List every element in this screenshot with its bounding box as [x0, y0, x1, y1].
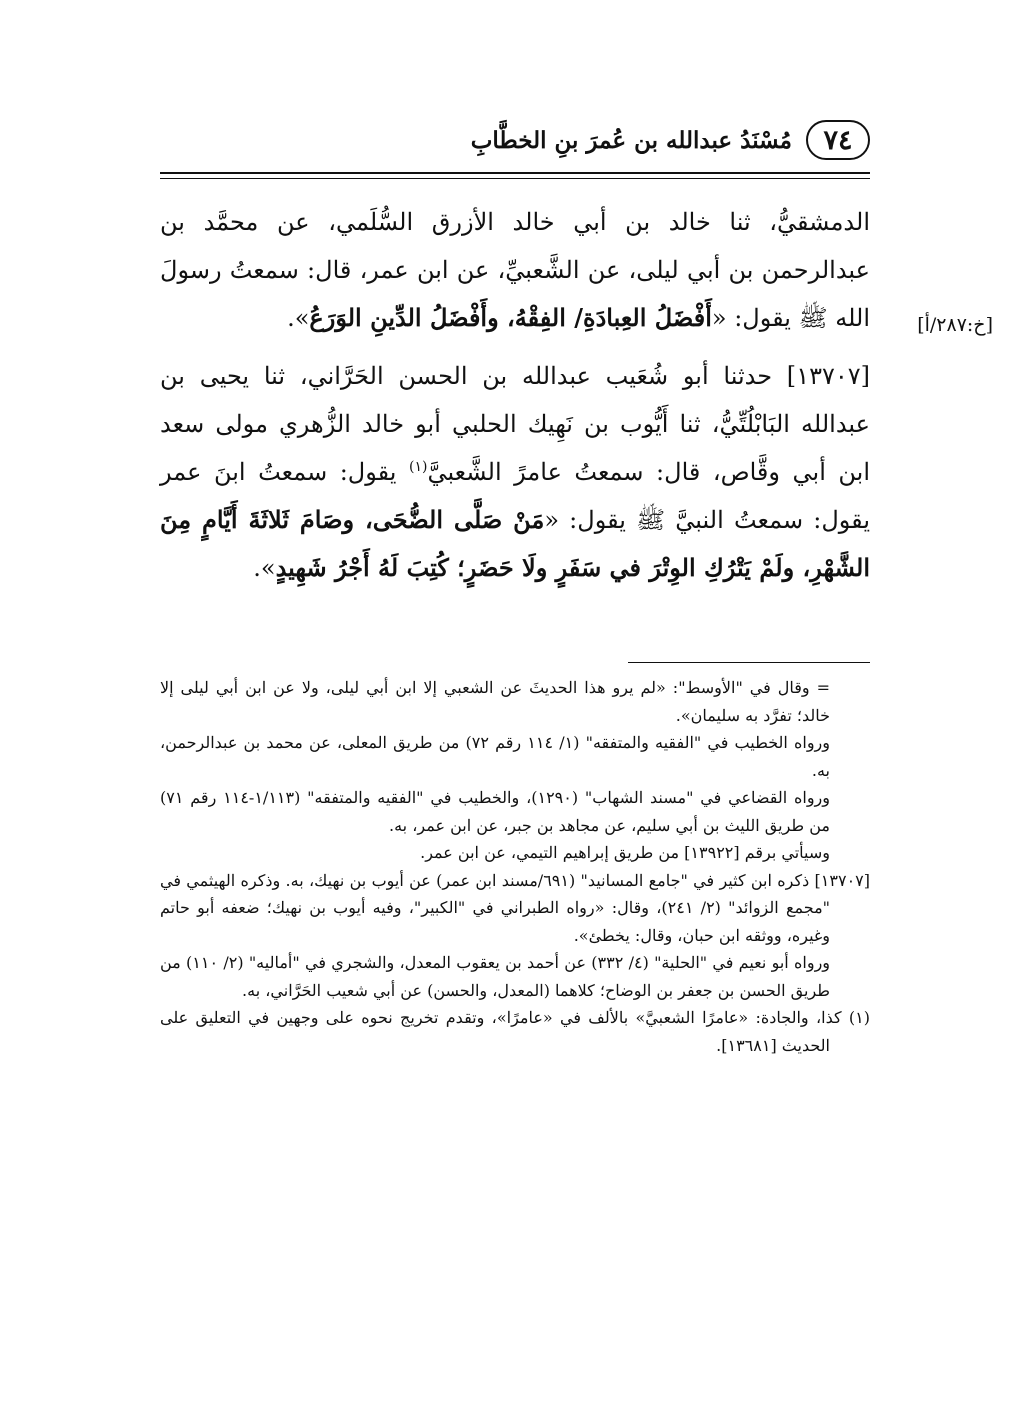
footnote-line: ورواه القضاعي في "مسند الشهاب" (١٢٩٠)، والخطيب في "الفقيه والمتفقه" (١/١١٣-١١٤ رقم ٧١) من طريق الليث بن أبي سليم، عن مجاهد بن جبر، عن ابن عمر، به.	[160, 788, 830, 835]
footnote-line: [١٣٧٠٧] ذكره ابن كثير في "جامع المسانيد" (٦٩١/مسند ابن عمر) عن أيوب بن نهيك، به. وذكره الهيثمي في "مجمع الزوائد" (٢/ ٢٤١)، وقال: «رواه الطبراني في "الكبير"، وفيه أيوب بن نهيك؛ ضعفه أبو حاتم وغيره، ووثقه ابن حبان، وقال: يخطئ».	[160, 870, 871, 945]
hadith-quote-2: مَنْ صَلَّى الضُّحَى، وصَامَ ثَلاثَةَ أَيَّامٍ مِنَ الشَّهْرِ، ولَمْ يَتْرُكِ الوِتْرَ في سَفَرٍ ولَا حَضَرٍ؛ كُتِبَ لَهُ أَجْرُ شَهِيدٍ	[160, 505, 870, 582]
footnote-line: = وقال في "الأوسط": «لم يرو هذا الحديثَ عن الشعبي إلا ابن أبي ليلى، ولا عن ابن أبي ليلى إلا خالد؛ تفرَّد به سليمان».	[160, 678, 830, 725]
margin-manuscript-note: [خ:٢٨٧/أ]	[917, 314, 993, 336]
footnote-line: (١) كذا، والجادة: «عامرًا الشعبيَّ» بالألف في «عامرًا»، وتقدم تخريج نحوه على وجهين في التعليق على الحديث [١٣٦٨١].	[160, 1008, 870, 1055]
page-number: ٧٤	[806, 120, 870, 160]
running-title: مُسْنَدُ عبدالله بن عُمرَ بنِ الخطَّابِ	[470, 126, 792, 154]
header-rule-thick	[160, 172, 870, 174]
footnote-separator	[628, 662, 870, 663]
footnote-line: ورواه أبو نعيم في "الحلية" (٤/ ٣٣٢) عن أحمد بن يعقوب المعدل، والشجري في "أماليه" (٢/ ١١٠) من طريق الحسن بن جعفر بن الوضاح؛ كلاهما (المعدل، والحسن) عن أبي شعيب الحَرَّاني، به.	[160, 953, 831, 1000]
paragraph-1-end: ».	[287, 304, 310, 332]
paragraph-2-text-b: يقول: سمعتُ ابنَ عمر يقول: سمعتُ النبيَّ ﷺ يقول: «	[160, 458, 871, 534]
main-text	[160, 198, 870, 592]
paragraph-1-text: الدمشقيُّ، ثنا خالد بن أبي خالد الأزرق السُّلَمي، عن محمَّد بن عبدالرحمن بن أبي ليلى، عن الشَّعبيِّ، عن ابن عمر، قال: سمعتُ رسولَ الله ﷺ يقول: «	[160, 208, 870, 332]
page-header	[160, 114, 870, 166]
footnotes	[160, 674, 870, 1059]
paragraph-2	[160, 352, 870, 592]
hadith-quote-1: أَفْضَلُ العِبادَةِ/ الفِقْهُ، وأَفْضَلُ الدِّينِ الوَرَعُ	[309, 303, 712, 332]
paragraph-1	[160, 198, 870, 342]
footnote-line: ورواه الخطيب في "الفقيه والمتفقه" (١/ ١١٤ رقم ٧٢) من طريق المعلى، عن محمد بن عبدالرحمن، به.	[160, 733, 831, 780]
paragraph-2-end: ».	[253, 554, 276, 582]
paragraph-2-text: [١٣٧٠٧] حدثنا أبو شُعَيب عبدالله بن الحسن الحَرَّاني، ثنا يحيى بن عبدالله البَابْلُتِّيُّ، ثنا أَيُّوب بن نَهِيك الحلبي أبو خالد الزُّهري مولى سعد ابن أبي وقَّاص، قال: سمعتُ عامرً الشَّعبيَّ	[160, 362, 871, 486]
footnote-reference: (١)	[408, 459, 428, 475]
header-rule-thin	[160, 178, 870, 179]
footnote-line: وسيأتي برقم [١٣٩٢٢] من طريق إبراهيم التيمي، عن ابن عمر.	[420, 843, 830, 862]
